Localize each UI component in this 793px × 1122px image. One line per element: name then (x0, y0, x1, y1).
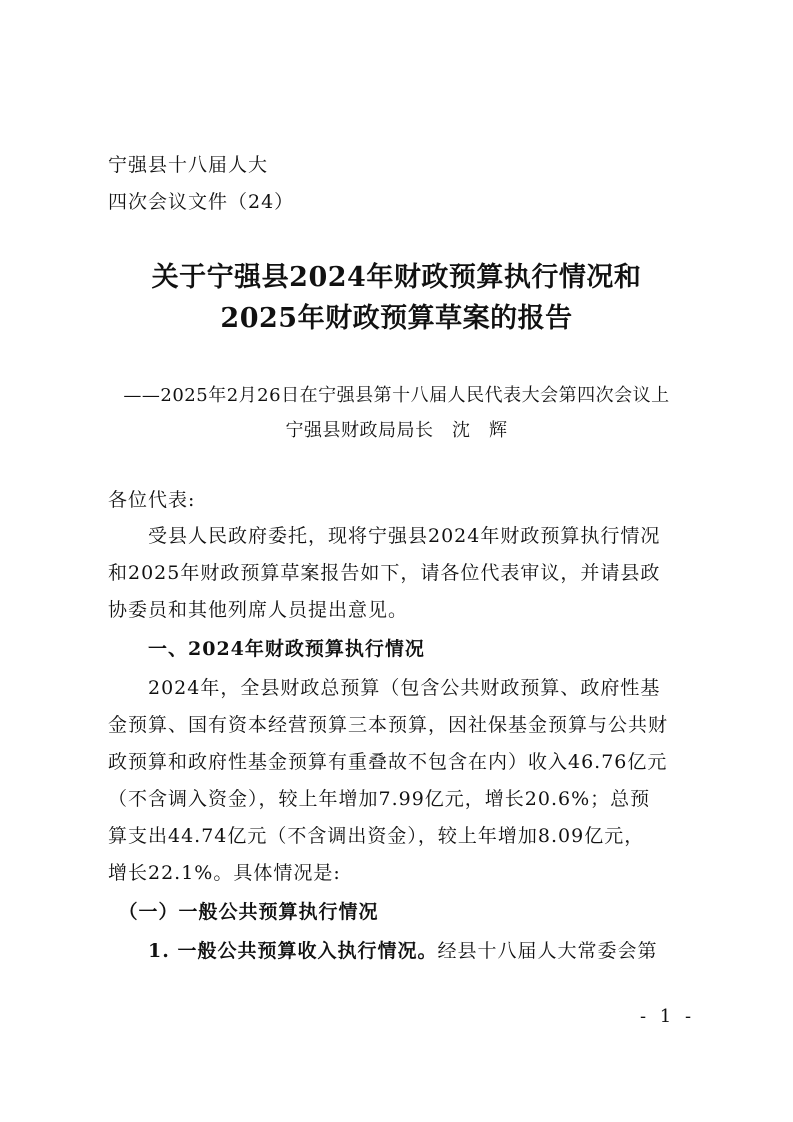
item-heading: 1. 一般公共预算收入执行情况。 (108, 940, 438, 962)
summary-line: 金预算、国有资本经营预算三本预算，因社保基金预算与公共财 (108, 714, 669, 736)
intro-line: 受县人民政府委托，现将宁强县2024年财政预算执行情况 (108, 525, 661, 547)
intro-line: 和2025年财政预算草案报告如下，请各位代表审议，并请县政 (108, 562, 661, 584)
summary-line: 算支出44.74亿元（不含调出资金），较上年增加8.09亿元， (108, 825, 645, 847)
summary-line: 政预算和政府性基金预算有重叠故不包含在内）收入46.76亿元 (108, 751, 668, 773)
document-number-line1: 宁强县十八届人大 (108, 154, 269, 176)
page-number: - 1 - (640, 1006, 696, 1027)
summary-line: 增长22.1%。具体情况是: (108, 862, 341, 884)
salutation: 各位代表: (108, 489, 196, 511)
item-paragraph (108, 936, 698, 963)
subsection-heading: （一）一般公共预算执行情况 (108, 901, 379, 923)
report-title-line2: 2025年财政预算草案的报告 (220, 303, 573, 334)
summary-line: 2024年，全县财政总预算（包含公共财政预算、政府性基 (108, 677, 661, 699)
report-title-line1: 关于宁强县2024年财政预算执行情况和 (151, 262, 642, 293)
section-heading: 一、2024年财政预算执行情况 (108, 638, 425, 660)
item-text: 经县十八届人大常委会第 (437, 940, 658, 962)
report-subtitle-occasion: ——2025年2月26日在宁强县第十八届人民代表大会第四次会议上 (123, 385, 670, 406)
summary-line: （不含调入资金），较上年增加7.99亿元，增长20.6%；总预 (108, 788, 651, 810)
document-number-line2: 四次会议文件（24） (108, 191, 295, 213)
intro-line: 协委员和其他列席人员提出意见。 (108, 599, 409, 621)
report-subtitle-speaker: 宁强县财政局局长 沈 辉 (285, 420, 508, 441)
